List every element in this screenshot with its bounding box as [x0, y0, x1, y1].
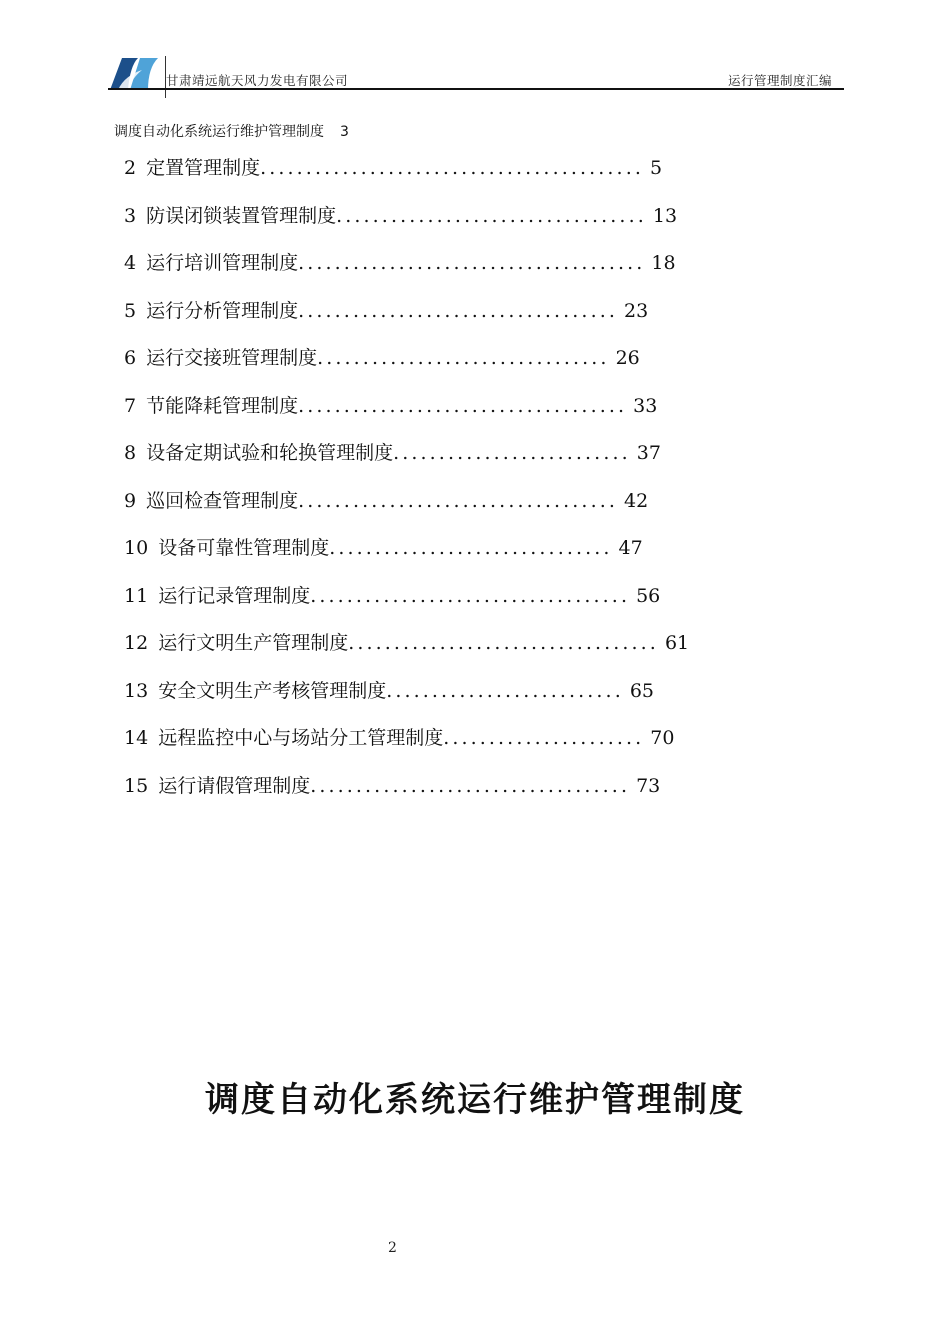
toc-leader-dots: ................................: [317, 347, 610, 369]
toc-entry[interactable]: [124, 581, 784, 629]
toc-entry-number: 12: [124, 632, 149, 654]
toc-entry-page: 61: [664, 632, 690, 654]
company-name: 甘肃靖远航天风力发电有限公司: [166, 73, 349, 88]
toc-entry[interactable]: [124, 296, 784, 344]
toc-leader-dots: ..................................: [348, 632, 659, 654]
toc-entry-title: 运行记录管理制度: [158, 584, 311, 607]
toc-leader-dots: ....................................: [298, 394, 628, 417]
toc-leader-dots: ..........................: [386, 679, 624, 702]
toc-entry-number: 8: [124, 442, 137, 464]
toc-entry-page: 13: [652, 204, 678, 227]
toc-entry-number: 7: [124, 394, 137, 417]
toc-entry-title: 定置管理制度: [146, 157, 261, 179]
toc-entry[interactable]: [124, 486, 784, 534]
toc-entry-title: 设备可靠性管理制度: [158, 537, 330, 559]
document-collection-title: 运行管理制度汇编: [727, 73, 832, 88]
toc-entry-page: 3: [340, 124, 349, 140]
toc-entry[interactable]: [124, 438, 784, 486]
toc-entry-title: 运行文明生产管理制度: [158, 632, 349, 654]
toc-entry-page: 42: [624, 489, 649, 512]
toc-leader-dots: ...................................: [298, 489, 618, 512]
toc-leader-dots: ......................................: [298, 252, 646, 274]
toc-entry-page: 33: [633, 394, 658, 417]
section-title: 调度自动化系统运行维护管理制度: [205, 1080, 745, 1120]
toc-entry-page: 73: [636, 774, 661, 797]
toc-entry-title: 运行交接班管理制度: [146, 347, 318, 369]
toc-entry-number: 10: [124, 537, 149, 559]
toc-entry-title: 远程监控中心与场站分工管理制度: [158, 727, 444, 749]
toc-entry-page: 37: [636, 442, 661, 464]
toc-entry-number: 4: [124, 252, 137, 274]
toc-entry[interactable]: [124, 201, 784, 249]
toc-entry-number: 14: [124, 727, 149, 749]
toc-entry-page: 47: [618, 537, 643, 559]
toc-entry-number: 3: [124, 204, 137, 227]
toc-entry-number: 2: [124, 157, 137, 179]
toc-entry[interactable]: [124, 676, 784, 724]
toc-entry-title: 巡回检查管理制度: [146, 489, 299, 512]
toc-entry-page: 70: [650, 727, 675, 749]
toc-entry-page: 65: [629, 679, 655, 702]
toc-entry-page: 26: [615, 347, 640, 369]
toc-entry[interactable]: [124, 153, 784, 201]
toc-leader-dots: ..................................: [336, 204, 647, 227]
header-rule: [108, 88, 844, 90]
toc-entry-title: 节能降耗管理制度: [146, 394, 299, 417]
company-logo-icon: [108, 56, 164, 92]
toc-leader-dots: ......................: [443, 727, 645, 749]
toc-entry[interactable]: [124, 628, 784, 676]
toc-entry-title: 防误闭锁装置管理制度: [146, 204, 337, 227]
toc-entry-number: 11: [124, 584, 149, 607]
page-header: [108, 52, 844, 92]
toc-entry-title: 运行培训管理制度: [146, 252, 299, 274]
toc-leader-dots: ..........................: [393, 442, 631, 464]
toc-leader-dots: ...................................: [298, 299, 618, 322]
toc-entry-page: 5: [649, 157, 663, 179]
toc-leader-dots: ...............................: [329, 537, 613, 559]
toc-entry-page: 18: [651, 252, 676, 274]
toc-entry-number: 9: [124, 489, 137, 512]
toc-entry[interactable]: [124, 391, 784, 439]
toc-entry[interactable]: [124, 723, 784, 771]
toc-leader-dots: ..........................................: [260, 157, 644, 179]
page-number: 2: [388, 1240, 397, 1256]
toc-entry-title: 调度自动化系统运行维护管理制度: [114, 124, 324, 140]
toc-entry-number: 15: [124, 774, 149, 797]
toc-entry-title: 运行分析管理制度: [146, 299, 299, 322]
toc-entry-title: 运行请假管理制度: [158, 774, 311, 797]
toc-entry-number: 13: [124, 679, 149, 702]
table-of-contents: [124, 153, 784, 818]
toc-entry-number: 6: [124, 347, 137, 369]
toc-entry-first[interactable]: [114, 121, 349, 141]
toc-entry-title: 安全文明生产考核管理制度: [158, 679, 387, 702]
toc-entry-title: 设备定期试验和轮换管理制度: [146, 442, 394, 464]
toc-entry-page: 56: [636, 584, 661, 607]
toc-entry[interactable]: [124, 771, 784, 819]
toc-entry[interactable]: [124, 533, 784, 581]
toc-entry[interactable]: [124, 343, 784, 391]
toc-leader-dots: ...................................: [310, 774, 631, 797]
toc-entry-page: 23: [624, 299, 649, 322]
toc-entry-number: 5: [124, 299, 137, 322]
toc-leader-dots: ...................................: [310, 584, 631, 607]
toc-entry[interactable]: [124, 248, 784, 296]
